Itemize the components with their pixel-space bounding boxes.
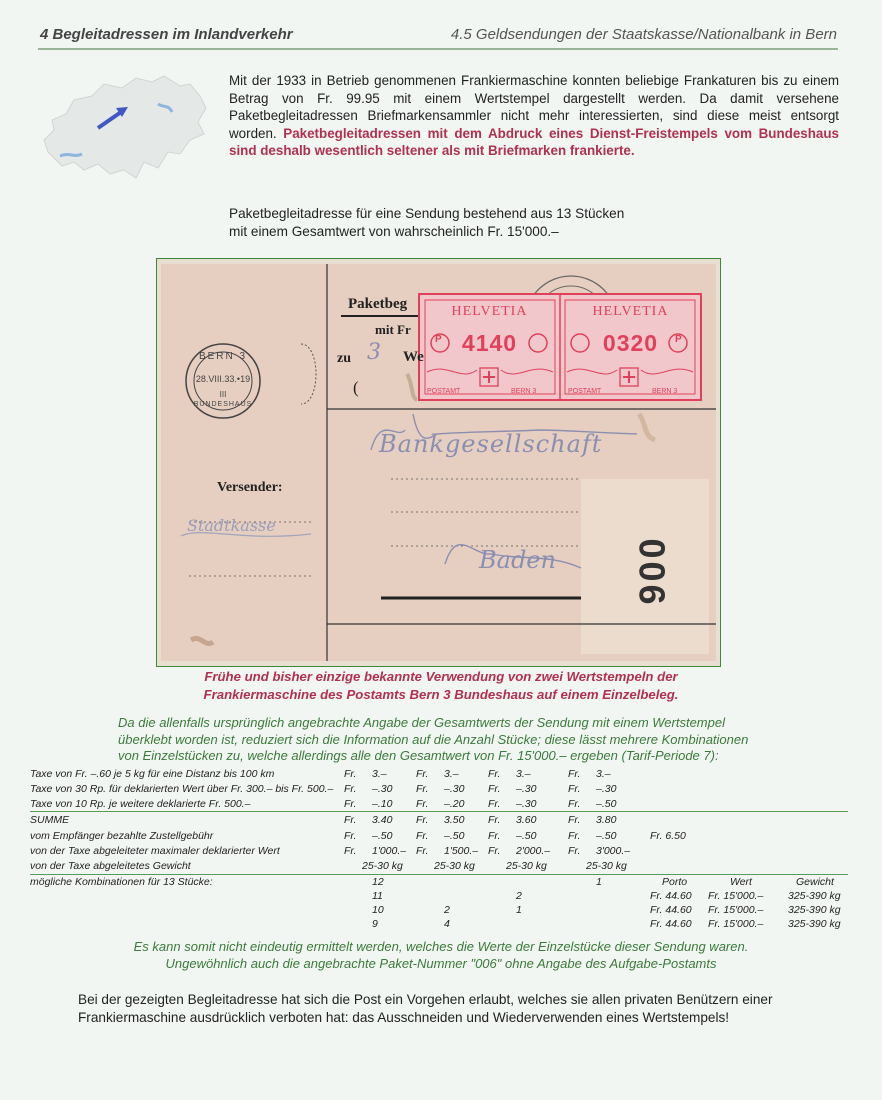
postmark-date: 28.VIII.33.•19 [195,374,251,384]
combo-gewicht: 325-390 kg [788,918,841,930]
currency-label: Fr. [568,814,581,826]
image-caption-line-2: Frankiermaschine des Postamts Bern 3 Bundeshaus auf einem Einzelbeleg. [203,687,679,702]
row-value: –.50 [596,830,617,842]
combo-porto: Fr. 44.60 [650,904,692,916]
row-extra: Fr. 6.50 [650,830,686,842]
row-label: Taxe von 30 Rp. für deklarierten Wert über Fr. 300.– bis Fr. 500.– [30,783,334,795]
switzerland-map-icon [40,74,210,184]
row-value: 1'000.– [372,845,407,857]
currency-label: Fr. [416,798,429,810]
meter-country-left: HELVETIA [451,304,528,319]
conclusion-note [0,938,882,972]
row-value: –.50 [372,830,393,842]
combo-row [30,904,850,917]
currency-label: Fr. [344,768,357,780]
row-value: 25-30 kg [586,860,627,872]
currency-label: Fr. [488,814,501,826]
sender-script: Stadtkasse [187,516,276,535]
meter-office-left-right: POSTAMT [568,388,602,395]
combo-gewicht: 325-390 kg [788,904,841,916]
row-value: –.20 [444,798,465,810]
parcel-address-card [161,264,716,661]
row-value: –.30 [444,783,465,795]
table-row [30,798,850,811]
image-caption [0,668,882,704]
row-value: 3.50 [444,814,465,826]
caption-line-1: Paketbegleitadresse für eine Sendung bestehend aus 13 Stücken [229,206,625,221]
row-value: 3.40 [372,814,393,826]
currency-label: Fr. [416,768,429,780]
row-value: 25-30 kg [362,860,403,872]
form-paren: ( [353,378,359,397]
combo-gewicht: 325-390 kg [788,890,841,902]
chapter-title: 4 Begleitadressen im Inlandverkehr [40,26,293,43]
meter-value-left: 4140 [461,330,518,356]
row-value: 3.80 [596,814,617,826]
postmark [186,344,260,418]
row-value: –.30 [516,783,537,795]
currency-label: Fr. [488,830,501,842]
gewicht-header: Gewicht [796,876,834,888]
meter-office-left: POSTAMT [427,388,461,395]
currency-label: Fr. [344,798,357,810]
currency-label: Fr. [416,845,429,857]
combo-count: 12 [372,876,384,888]
intro-paragraph [229,72,839,160]
row-value: –.50 [444,830,465,842]
combo-porto: Fr. 44.60 [650,918,692,930]
combo-count: 2 [516,890,522,902]
currency-label: Fr. [568,845,581,857]
currency-label: Fr. [488,768,501,780]
currency-label: Fr. [488,845,501,857]
meter-stamp-left [419,294,560,400]
closing-remark: Bei der gezeigten Begleitadresse hat sich die Post ein Vorgehen erlaubt, welches sie allen privaten Benützern einer Frankiermaschine ausdrücklich verboten hat: das Ausschneiden und Wiederverwenden eines Wertstempels! [78,992,773,1025]
row-value: –.30 [372,783,393,795]
document-caption [229,205,829,241]
combo-row [30,890,850,903]
currency-label: Fr. [416,830,429,842]
table-rule [30,811,848,812]
porto-header: Porto [662,876,688,888]
combo-count: 11 [372,890,383,902]
row-label: von der Taxe abgeleitetes Gewicht [30,860,191,872]
postmark-roman: III [219,390,227,399]
form-label-we: We [403,349,424,365]
form-count-script: 3 [367,340,381,365]
combo-label: mögliche Kombinationen für 13 Stücke: [30,876,213,888]
form-line-mit: mit Fr [375,322,411,337]
city-script: Baden [479,546,556,574]
meter-value-right: 0320 [602,330,659,356]
header-divider [38,48,838,50]
combo-count: 1 [596,876,602,888]
combo-row [30,876,850,889]
currency-label: Fr. [568,768,581,780]
currency-label: Fr. [568,783,581,795]
row-value: 3.– [444,768,459,780]
currency-label: Fr. [568,830,581,842]
row-label: Taxe von 10 Rp. je weitere deklarierte Fr. 500.– [30,798,251,810]
meter-p-right: P [675,334,682,345]
sender-label: Versender: [217,480,283,495]
postmark-top: BERN 3 [198,351,248,362]
section-title: 4.5 Geldsendungen der Staatskasse/Nationalbank in Bern [450,26,837,43]
parcel-number: 006 [631,538,673,608]
row-value: 3'000.– [596,845,631,857]
combo-wert: Fr. 15'000.– [708,918,764,930]
row-value: –.50 [596,798,617,810]
analysis-paragraph: Da die allenfalls ursprünglich angebrachte Angabe der Gesamtwerts der Sendung mit einem Wertstempel überklebt worden ist, reduziert sich die Information auf die Anzahl Stücke; diese lässt mehrere Kombinationen von Einzelstücken zu, welche allerdings alle den Gesamtwert von Fr. 15'000.– ergeben (Tarif-Periode 7): [118,715,749,763]
currency-label: Fr. [416,814,429,826]
table-rule [30,874,848,875]
meter-p-left: P [435,334,442,345]
row-value: 25-30 kg [506,860,547,872]
currency-label: Fr. [488,798,501,810]
document-image-frame [156,258,721,667]
combo-count: 2 [444,904,450,916]
postmark-bottom: BUNDESHAUS [193,401,253,408]
currency-label: Fr. [344,814,357,826]
table-row [30,830,850,843]
meter-stamp-right [560,294,701,400]
currency-label: Fr. [416,783,429,795]
currency-label: Fr. [344,845,357,857]
wert-header: Wert [730,876,752,888]
row-value: –.50 [516,830,537,842]
row-label: SUMME [30,814,70,826]
row-value: –.10 [372,798,393,810]
combo-count: 9 [372,918,378,930]
currency-label: Fr. [344,783,357,795]
row-value: –.30 [516,798,537,810]
conclusion-line-2: Ungewöhnlich auch die angebrachte Paket-Nummer "006" ohne Angabe des Aufgabe-Postamts [165,956,717,971]
row-value: 3.– [516,768,531,780]
form-label-zu: zu [337,351,351,366]
combo-count: 4 [444,918,450,930]
combo-porto: Fr. 44.60 [650,890,692,902]
currency-label: Fr. [344,830,357,842]
meter-office-right: BERN 3 [652,388,678,395]
table-row [30,768,850,781]
row-label: Taxe von Fr. –.60 je 5 kg für eine Distanz bis 100 km [30,768,275,780]
combo-wert: Fr. 15'000.– [708,890,764,902]
row-value: –.30 [596,783,617,795]
row-value: 2'000.– [516,845,551,857]
combo-row [30,918,850,931]
row-label: vom Empfänger bezahlte Zustellgebühr [30,830,214,842]
recipient-script: Bankgesellschaft [379,430,603,458]
intro-highlight: Paketbegleitadressen mit dem Abdruck eines Dienst-Freistempels vom Bundeshaus sind deshalb wesentlich seltener als mit Briefmarken frankierte. [229,125,839,158]
currency-label: Fr. [488,783,501,795]
table-row [30,783,850,796]
meter-office-right-left: BERN 3 [511,388,537,395]
row-value: 1'500.– [444,845,479,857]
row-value: 3.– [596,768,611,780]
meter-country-right: HELVETIA [592,304,669,319]
intro-text: Mit der 1933 in Betrieb genommenen Frankiermaschine konnten beliebige Frankaturen bis zu einem Betrag von Fr. 99.95 mit einem Wertstempel dargestellt werden. Da damit versehene Paketbegleitadressen Briefmarkensammler nicht mehr interessierten, sind diese meist entsorgt worden. [229,73,839,141]
caption-line-2: mit einem Gesamtwert von wahrscheinlich Fr. 15'000.– [229,224,559,239]
conclusion-line-1: Es kann somit nicht eindeutig ermittelt werden, welches die Werte der Einzelstücke dieser Sendung waren. [133,939,749,954]
table-row [30,845,850,858]
image-caption-line-1: Frühe und bisher einzige bekannte Verwendung von zwei Wertstempeln der [204,669,678,684]
table-row [30,814,850,827]
combo-wert: Fr. 15'000.– [708,904,764,916]
row-value: 25-30 kg [434,860,475,872]
currency-label: Fr. [568,798,581,810]
row-value: 3.– [372,768,387,780]
combo-count: 10 [372,904,384,916]
row-value: 3.60 [516,814,537,826]
combo-count: 1 [516,904,522,916]
row-label: von der Taxe abgeleiteter maximaler deklarierter Wert [30,845,280,857]
form-title: Paketbeg [348,296,408,312]
table-row [30,860,850,873]
